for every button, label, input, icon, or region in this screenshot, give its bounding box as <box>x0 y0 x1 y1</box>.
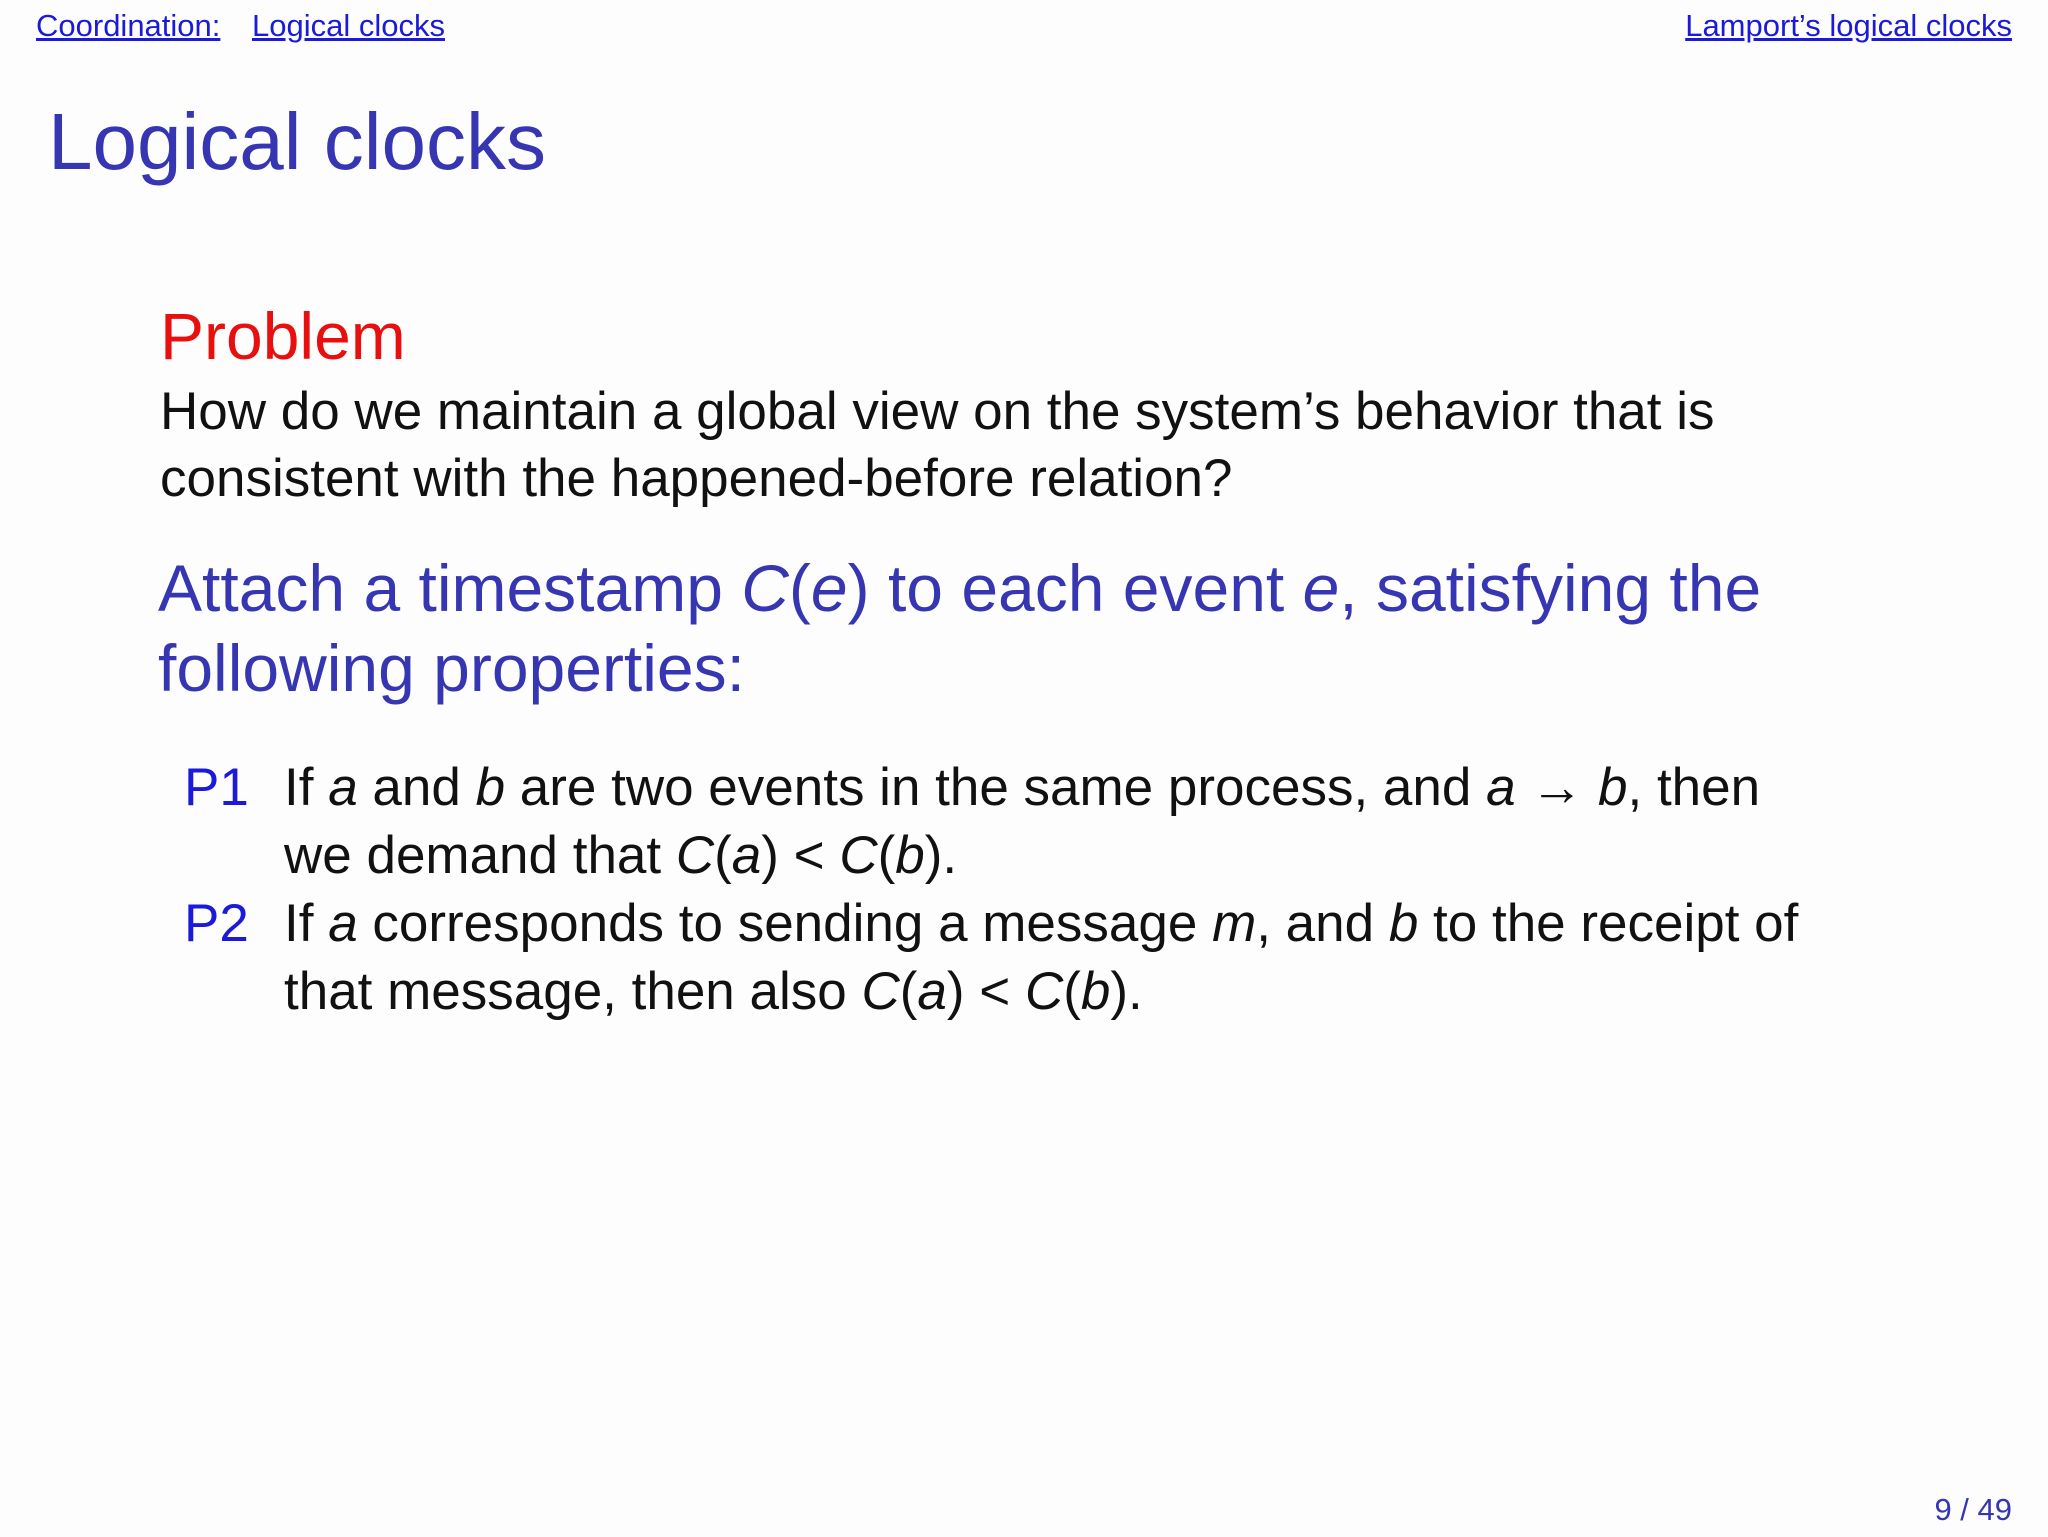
slide-title: Logical clocks <box>48 97 547 186</box>
property-item-p1 <box>184 754 1798 890</box>
claim-line: following properties: <box>158 631 745 705</box>
property-text-line: If a and b are two events in the same process, and a → b, then <box>284 758 1761 817</box>
property-list <box>184 754 1798 1026</box>
property-item-p2 <box>184 890 1798 1026</box>
property-label: P2 <box>184 894 249 953</box>
claim-statement <box>158 548 1978 708</box>
property-text-line: we demand that C(a) < C(b). <box>284 826 958 885</box>
block-body-line: How do we maintain a global view on the system’s behavior that is <box>160 382 1715 441</box>
nav-link-lamports-logical-clocks[interactable]: Lamport’s logical clocks <box>1685 8 2012 43</box>
block-title-problem: Problem <box>160 299 406 373</box>
page-number: 9 / 49 <box>1934 1492 2012 1527</box>
nav-link-logical-clocks[interactable]: Logical clocks <box>252 8 445 43</box>
claim-line: Attach a timestamp C(e) to each event e, satisfying the <box>158 551 1762 625</box>
property-label: P1 <box>184 758 249 817</box>
nav-link-coordination[interactable]: Coordination: <box>36 8 221 43</box>
property-text-line: If a corresponds to sending a message m, and b to the receipt of <box>284 894 1799 953</box>
block-body-line: consistent with the happened-before relation? <box>160 449 1233 508</box>
block-body <box>160 378 1920 512</box>
property-text-line: that message, then also C(a) < C(b). <box>284 962 1143 1021</box>
